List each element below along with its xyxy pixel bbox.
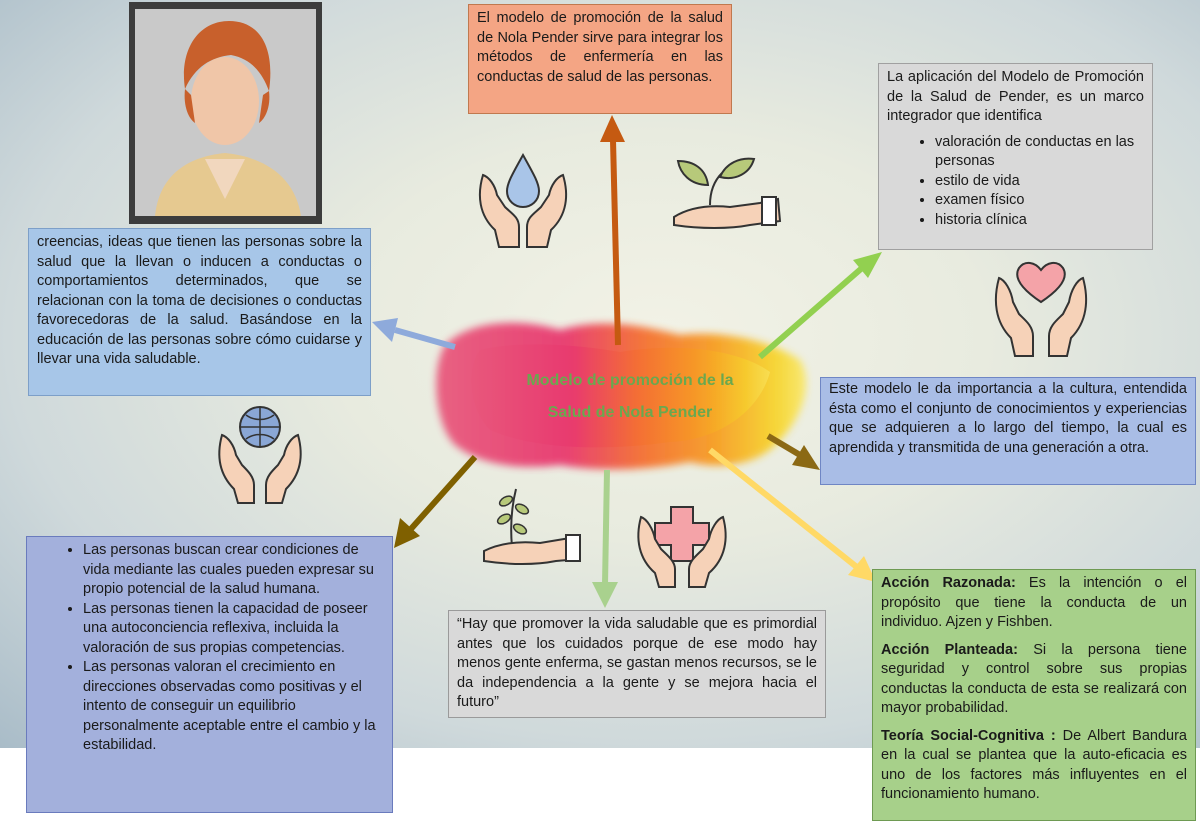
box-right-top-application (878, 63, 1153, 250)
box-bottom-left-list (35, 541, 384, 756)
globe-hands-icon (219, 407, 300, 503)
list-item: • Las personas tienen la capacidad de poseer una autoconciencia reflexiva, incluida la valoración de sus propias competencias. (83, 600, 384, 659)
sprout-hand-icon (484, 489, 580, 564)
theory-item-2 (881, 641, 1187, 719)
arrow-bottom-center (592, 470, 618, 608)
arrow-left (372, 318, 455, 347)
theory-item-1 (881, 574, 1187, 633)
box-right-top-intro: La aplicación del Modelo de Promoción de la Salud de Pender, es un marco integrador que identifica (887, 69, 1144, 124)
box-right-mid-culture (820, 377, 1196, 485)
theory-term-2: Acción Planteada: (881, 641, 1018, 658)
water-drop-hands-icon (480, 155, 566, 247)
box-right-top-list (887, 133, 1144, 231)
box-left-text: creencias, ideas que tienen las personas sobre la salud que la llevan o inducen a conductas o comportamientos determinados, que se relacionan con la toma de decisiones o conductas favorecedoras de la salud. Basándose en la educación de las personas sobre cómo cuidarse y llevar una vida saludable. (37, 234, 362, 367)
arrow-right-mid (768, 436, 820, 470)
theory-text-3: De Albert Bandura en la cual se plantea que la auto-eficacia es uno de los factores más influyentes en el funcionamiento humano. (881, 727, 1187, 802)
portrait-photo (135, 9, 316, 216)
list-item: • examen físico (935, 191, 1144, 211)
plant-hand-icon (674, 159, 780, 228)
box-bottom-right-theories (872, 569, 1196, 821)
arrow-bottom-left (394, 457, 475, 548)
list-item: • historia clínica (935, 211, 1144, 231)
medical-cross-hands-icon (638, 507, 725, 587)
box-left-beliefs (28, 228, 371, 396)
box-bottom-center-text: “Hay que promover la vida saludable que es primordial antes que los cuidados porque de ese modo hay menos gente enferma, se gastan menos recursos, se le da independencia a la gente y se mejora hacia el futuro” (457, 616, 817, 710)
theory-term-3: Teoría Social-Cognitiva : (881, 727, 1056, 744)
box-top-definition (468, 4, 732, 114)
box-right-mid-text: Este modelo le da importancia a la cultura, entendida ésta como el conjunto de conocimientos y experiencias que se adquieren a lo largo del tiempo, la cual es aprendida y transmitida de una generación a otra. (829, 381, 1187, 456)
list-item: • valoración de conductas en las personas (935, 133, 1144, 172)
arrow-top (600, 115, 625, 345)
box-bottom-center-quote (448, 610, 826, 718)
list-item: • Las personas valoran el crecimiento en direcciones observadas como positivas y el intento de conseguir un equilibrio personalmente aceptable entre el cambio y la estabilidad. (83, 658, 384, 756)
theory-item-3 (881, 727, 1187, 805)
list-item: • estilo de vida (935, 172, 1144, 192)
central-title-line-1: Modelo de promoción de la (526, 372, 734, 389)
arrow-right-top (760, 252, 882, 357)
theory-text-1: Es la intención o el propósito que tiene la conducta de un individuo. Ajzen y Fishben. (881, 575, 1187, 630)
heart-hands-icon (996, 263, 1086, 356)
central-title-line-2: Salud de Nola Pender (547, 404, 713, 421)
theory-text-2: Si la persona tiene seguridad y control sobre sus propias conductas la conducta de esta se realizará con mayor probabilidad. (881, 641, 1187, 716)
box-top-text: El modelo de promoción de la salud de Nola Pender sirve para integrar los métodos de enfermería en las conductas de salud de las personas. (477, 10, 723, 85)
central-title (470, 365, 790, 429)
box-bottom-left-assumptions (26, 536, 393, 813)
list-item: • Las personas buscan crear condiciones de vida mediante las cuales pueden expresar su propio potencial de la salud humana. (83, 541, 384, 600)
theory-term-1: Acción Razonada: (881, 575, 1016, 591)
